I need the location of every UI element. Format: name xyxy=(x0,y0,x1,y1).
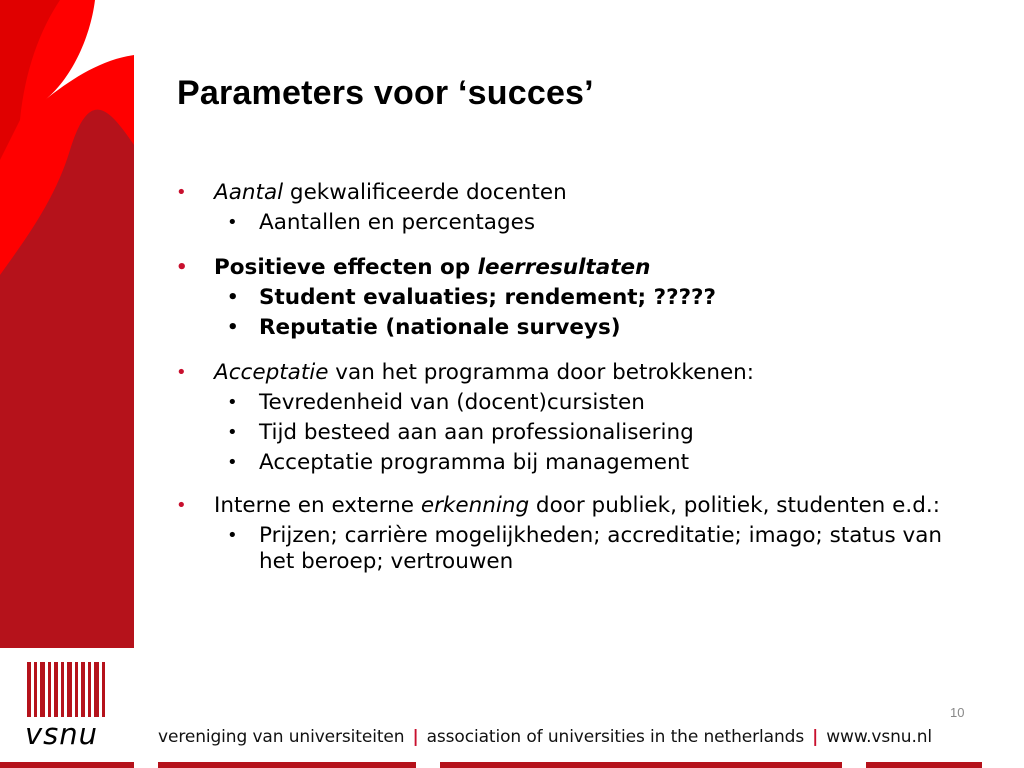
sub-bullet-item xyxy=(176,523,976,575)
bullet-marker: • xyxy=(176,257,188,278)
sub-bullet-marker: • xyxy=(227,392,238,413)
sub-bullet-text: Acceptatie programma bij management xyxy=(259,450,690,475)
footer-separator: | xyxy=(412,727,419,747)
footer-text xyxy=(158,727,932,747)
sub-bullet-item xyxy=(176,390,976,416)
page-number: 10 xyxy=(950,705,965,720)
footer-separator: | xyxy=(812,727,819,747)
sub-bullet-text: Tevredenheid van (docent)cursisten xyxy=(259,390,645,415)
sub-bullet-item xyxy=(176,315,976,341)
sub-bullet-marker: • xyxy=(227,422,238,443)
bullet-emphasis: Acceptatie xyxy=(214,360,329,385)
bullet-list xyxy=(176,180,976,575)
bullet-text: gekwalificeerde docenten xyxy=(283,180,567,205)
vsnu-logo xyxy=(25,660,115,750)
bullet-marker: • xyxy=(176,182,187,203)
sub-bullet-item xyxy=(176,285,976,311)
bullet-marker: • xyxy=(176,362,187,383)
footer-website-link[interactable]: www.vsnu.nl xyxy=(826,727,933,747)
sub-bullet-text: Tijd besteed aan aan professionalisering xyxy=(259,420,694,445)
sub-bullet-item xyxy=(176,420,976,446)
sub-bullet-text: Student evaluaties; rendement; ????? xyxy=(259,285,716,310)
sub-bullet-text: Reputatie (nationale surveys) xyxy=(259,315,621,340)
footer-bar xyxy=(866,762,982,768)
bullet-text: door publiek, politiek, studenten e.d.: xyxy=(529,493,940,518)
bullet-emphasis: leerresultaten xyxy=(477,255,651,280)
footer-bar xyxy=(158,762,416,768)
sub-bullet-marker: • xyxy=(227,287,239,308)
bullet-emphasis: erkenning xyxy=(420,493,530,518)
sub-bullet-text: Aantallen en percentages xyxy=(259,210,536,235)
footer-association-en: association of universities in the netherlands xyxy=(426,727,805,747)
bullet-item xyxy=(176,180,976,206)
decorative-sidebar xyxy=(0,0,134,648)
sub-bullet-item xyxy=(176,450,976,476)
sub-bullet-text: Prijzen; carrière mogelijkheden; accreditatie; imago; status van het beroep; vertrouwen xyxy=(259,523,943,574)
sub-bullet-marker: • xyxy=(227,452,238,473)
footer-bar xyxy=(440,762,842,768)
bullet-text: van het programma door betrokkenen: xyxy=(328,360,755,385)
sidebar-graphic xyxy=(0,0,134,648)
bullet-emphasis: Aantal xyxy=(214,180,284,205)
sub-bullet-item xyxy=(176,210,976,236)
bullet-item xyxy=(176,493,976,519)
bullet-marker: • xyxy=(176,495,187,516)
sub-bullet-marker: • xyxy=(227,212,238,233)
svg-text:vsnu: vsnu xyxy=(25,717,99,750)
bullet-item xyxy=(176,255,976,281)
footer-association-nl: vereniging van universiteiten xyxy=(158,727,405,747)
page-title: Parameters voor ‘succes’ xyxy=(177,74,594,112)
footer-bar xyxy=(0,762,134,768)
bullet-text: Interne en externe xyxy=(214,493,421,518)
sub-bullet-marker: • xyxy=(227,317,239,338)
sub-bullet-marker: • xyxy=(227,525,238,546)
bullet-text: Positieve effecten op xyxy=(214,255,478,280)
bullet-item xyxy=(176,360,976,386)
